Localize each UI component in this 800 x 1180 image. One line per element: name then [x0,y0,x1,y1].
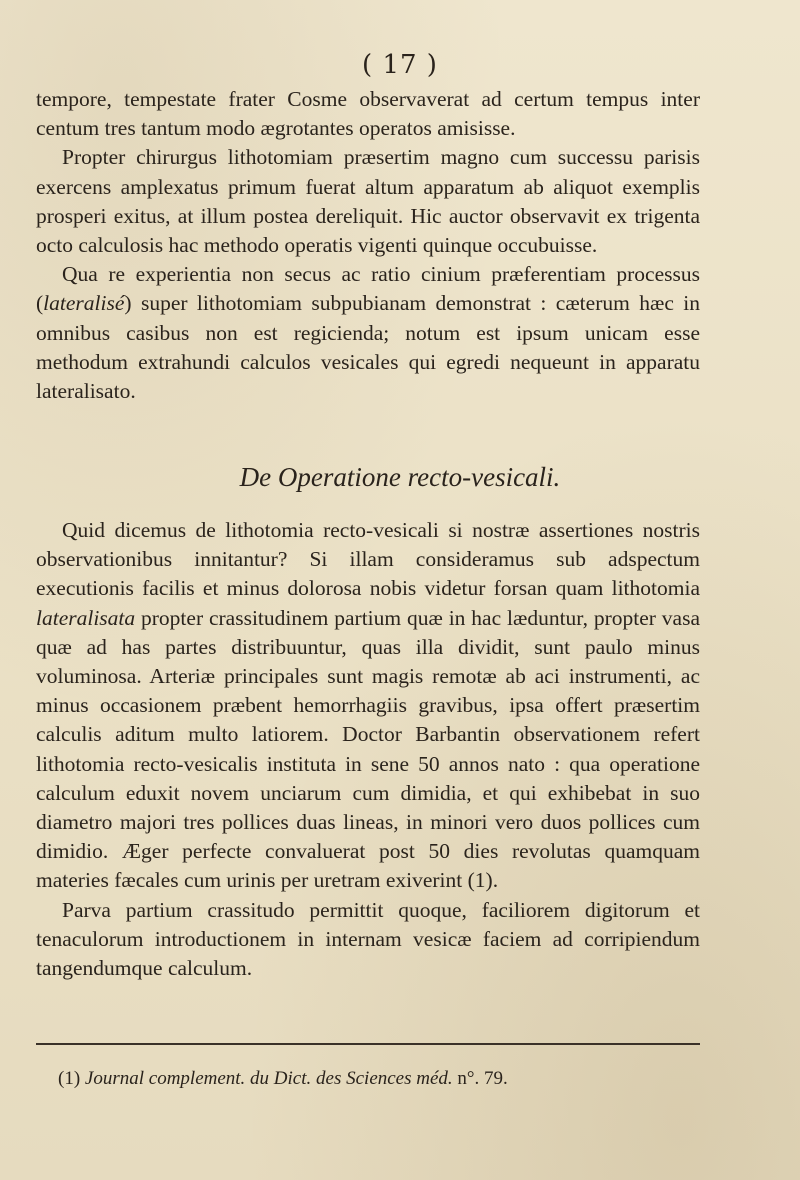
lower-text-block [36,516,700,983]
paragraph-3-italic: lateralisé [43,291,125,316]
footnote [58,1068,508,1090]
paragraph-5: Parva partium crassitudo permittit quoque, faciliorem digitorum et tenaculorum introductionem in internam vesicæ faciem ad corripiendum tangendumque calculum. [36,897,700,981]
paragraph-4-italic: lateralisata [36,605,136,630]
section-heading: De Operatione recto-vesicali. [239,462,561,492]
footnote-marker: (1) [58,1068,81,1089]
paragraph-4 [36,516,700,896]
page-number: ( 17 ) [362,50,438,80]
footnote-rule [36,1043,700,1045]
paragraph-3 [36,260,700,406]
paragraph-4-part-a: Quid dicemus de lithotomia recto-vesicali si nostræ assertiones nostris observationibus innitantur? Si illam consideramus sub adspectum executionis facilis et minus dolorosa nobis videtur forsan quam lithotomia [36,518,700,601]
footnote-source: Journal complement. du Dict. des Sciences méd. [84,1068,453,1089]
paragraph-1: tempore, tempestate frater Cosme observaverat ad certum tempus inter centum tres tantum modo ægrotantes operatos amisisse. [36,87,700,141]
paragraph-2: Propter chirurgus lithotomiam præsertim magno cum successu parisis exercens amplexatus primum fuerat altum apparatum ab aliquot exemplis prosperi exitus, at illum postea dereliquit. Hic auctor observavit ex trigenta octo calculosis hac methodo operatis vigenti quinque occubuisse. [36,145,700,258]
paragraph-3-part-a: Qua re experientia non secus ac ratio cinium præferentiam processus ( [36,262,700,316]
upper-text-block [36,85,700,406]
paragraph-4-part-b: propter crassitudinem partium quæ in hac læduntur, propter vasa quæ ad has partes distribuuntur, quas illa dividit, sunt paulo minus voluminosa. Arteriæ principales sunt magis remotæ ab aci instrumenti, ac minus occasionem præbent hemorrhagiis gravibus, ipsa offert præsertim calculis aditum multo latiorem. Doctor Barbantin observationem refert lithotomia recto-vesicalis instituta in sene 50 annos nato : qua operatione calculum eduxit novem unciarum cum dimidia, et qui exhibebat in suo diametro majori tres pollices duas lineas, in minori vero duos pollices cum dimidio. Æger perfecte convaluerat post 50 dies revolutas quamquam materies fæcales cum urinis per uretram exiverint (1). [36,605,700,893]
footnote-number: n°. 79. [457,1068,508,1089]
paragraph-3-part-b: ) super lithotomiam subpubianam demonstrat : cæterum hæc in omnibus casibus non est regicienda; notum est ipsum unicam esse methodum extrahundi calculos vesicales qui egredi nequeunt in apparatu lateralisato. [36,291,700,404]
